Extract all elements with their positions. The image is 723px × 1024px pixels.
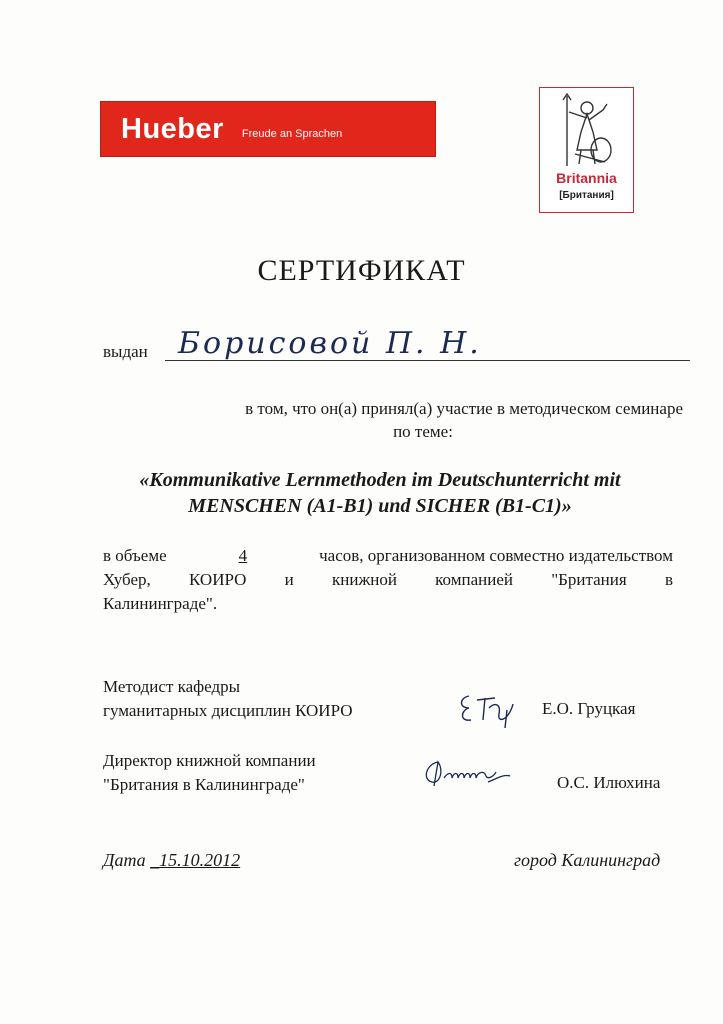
hueber-logo-name: Hueber <box>121 112 224 145</box>
scope-line-2 <box>103 568 673 592</box>
seminar-topic <box>90 467 670 519</box>
scope-word: книжной <box>332 570 397 589</box>
recipient-name: Борисовой П. Н. <box>178 326 482 361</box>
scope-word: Хубер, <box>103 570 151 589</box>
topic-line-1: «Kommunikative Lernmethoden im Deutschunterricht mit <box>139 469 621 491</box>
hueber-logo <box>100 101 436 157</box>
signatory-2-name: О.С. Илюхина <box>557 773 661 792</box>
signatory-2-title <box>103 749 316 797</box>
issued-label: выдан <box>103 342 148 361</box>
britannia-figure-icon <box>557 92 617 168</box>
signatory-1-line-2: гуманитарных дисциплин КОИРО <box>103 701 353 720</box>
date-value: _15.10.2012 <box>150 850 241 870</box>
scope-word: и <box>284 570 294 589</box>
scope-line-3: Калининграде". <box>103 594 218 613</box>
topic-line-2: MENSCHEN (A1-B1) und SICHER (B1-C1)» <box>188 495 572 517</box>
signatory-2-line-2: "Британия в Калининграде" <box>103 775 305 794</box>
date-label: Дата <box>103 850 146 870</box>
signatory-1-line-1: Методист кафедры <box>103 677 241 696</box>
signature-2-mark <box>418 752 518 794</box>
scope-word: в <box>664 570 673 589</box>
scope-word: компанией <box>435 570 513 589</box>
signatory-1-name: Е.О. Груцкая <box>542 699 636 718</box>
scope-word: КОИРО <box>189 570 247 589</box>
date-field <box>103 850 240 871</box>
scope-word: "Британия <box>551 570 627 589</box>
participation-line-1: в том, что он(а) принял(а) участие в методическом семинаре <box>245 399 683 418</box>
scope-prefix: в объеме <box>103 546 167 565</box>
signature-1-mark <box>455 690 525 730</box>
certificate-title: СЕРТИФИКАТ <box>257 254 466 287</box>
participation-line-2: по теме: <box>393 422 453 441</box>
scope-line-1 <box>103 544 673 568</box>
city: город Калининград <box>514 850 661 870</box>
signatory-2-line-1: Директор книжной компании <box>103 751 316 770</box>
hours-count: 4 <box>238 546 248 565</box>
britannia-logo-name-ru: [Британия] <box>559 190 614 201</box>
signatory-1-title <box>103 675 353 723</box>
hueber-logo-tagline: Freude an Sprachen <box>241 128 343 140</box>
britannia-logo-name: Britannia <box>556 170 617 186</box>
britannia-logo <box>539 87 634 213</box>
scope-paragraph <box>103 544 673 616</box>
scope-rest: часов, организованном совместно издательством <box>319 546 673 565</box>
participation-text <box>103 397 683 443</box>
